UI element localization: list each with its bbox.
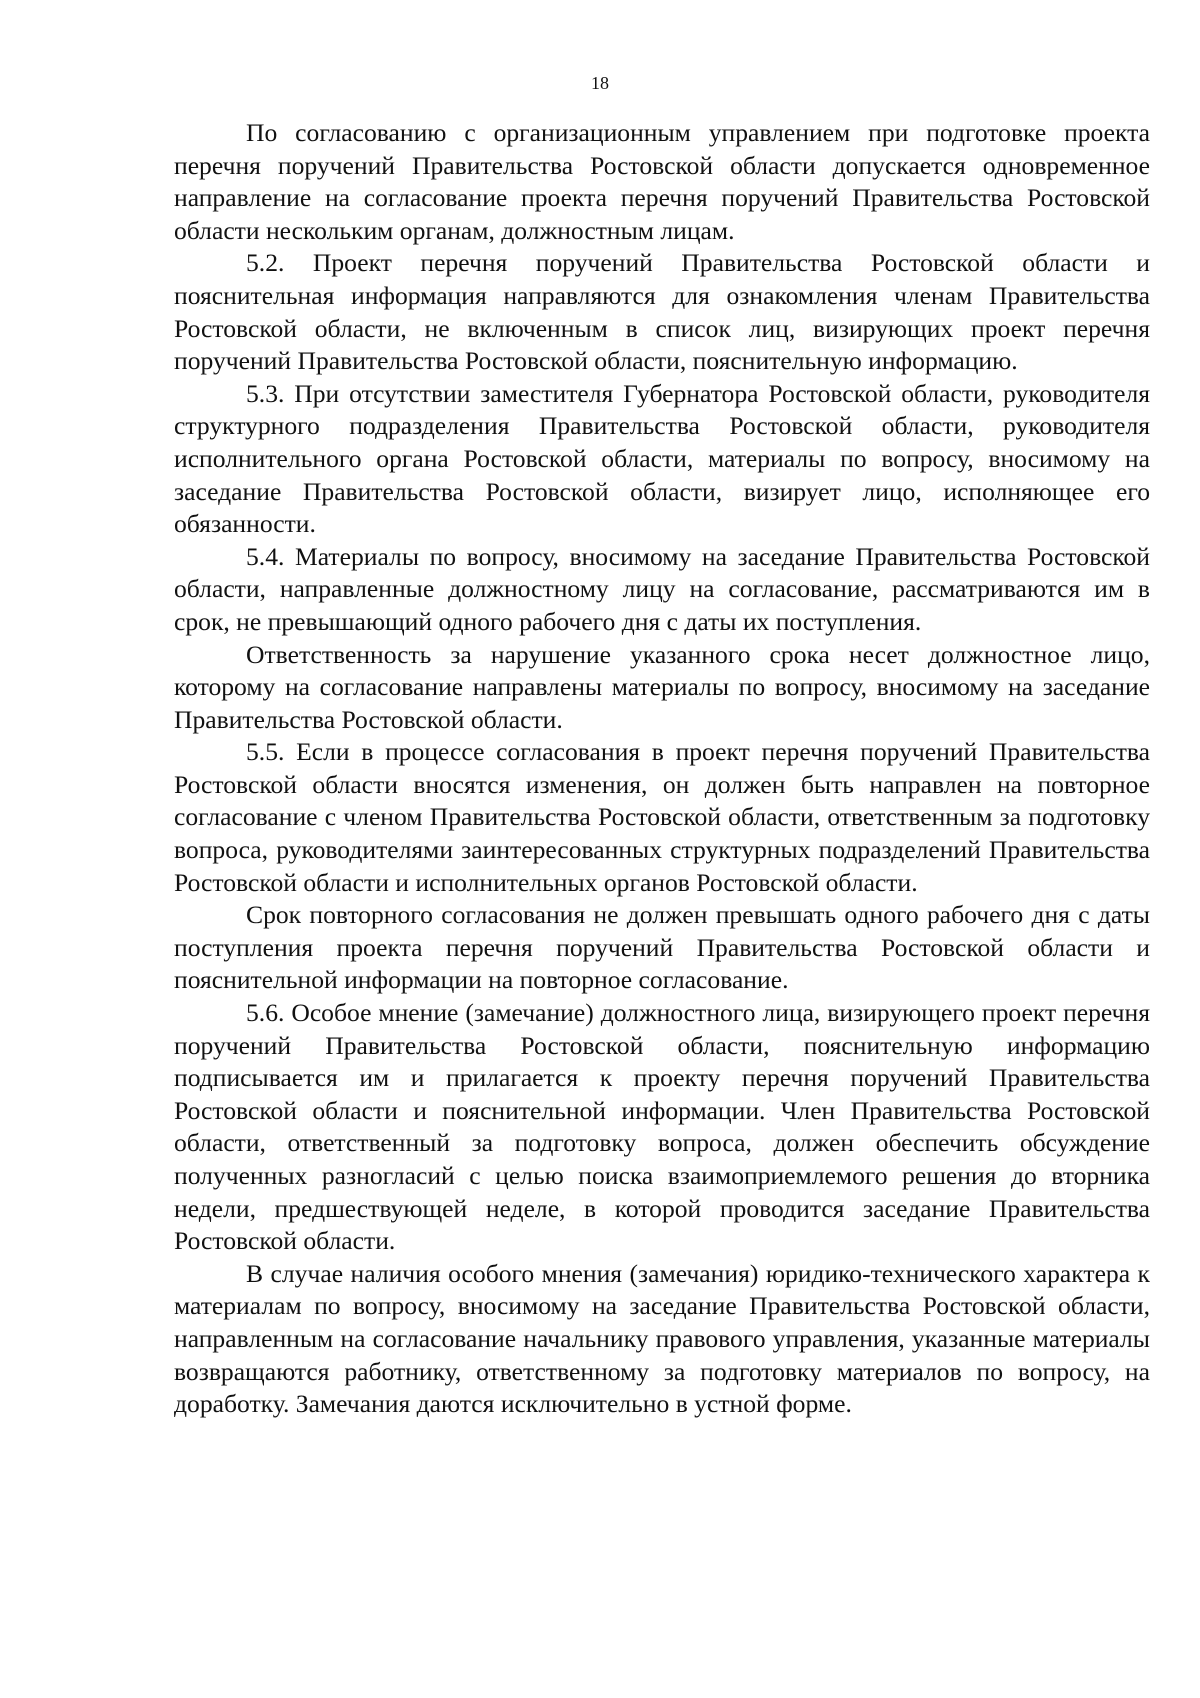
paragraph-5-3: 5.3. При отсутствии заместителя Губернатора Ростовской области, руководителя структурного подразделения Правительства Ростовской области, руководителя исполнительного органа Ростовской области, материалы по вопросу, вносимому на заседание Правительства Ростовской области, визирует лицо, исполняющее его обязанности. (174, 378, 1150, 539)
page-number: 18 (591, 73, 609, 93)
paragraph-5-4: 5.4. Материалы по вопросу, вносимому на заседание Правительства Ростовской области, направленные должностному лицу на согласование, рассматриваются им в срок, не превышающий одного рабочего дня с даты их поступления. (174, 541, 1150, 636)
paragraph-5-5: 5.5. Если в процессе согласования в проект перечня поручений Правительства Ростовской области вносятся изменения, он должен быть направлен на повторное согласование с членом Правительства Ростовской области, ответственным за подготовку вопроса, руководителями заинтересованных структурных подразделений Правительства Ростовской области и исполнительных органов Ростовской области. (174, 737, 1150, 897)
paragraph-5-2: 5.2. Проект перечня поручений Правительства Ростовской области и пояснительная информация направляются для ознакомления членам Правительства Ростовской области, не включенным в список лиц, визирующих проект перечня поручений Правительства Ростовской области, пояснительную информацию. (174, 248, 1150, 376)
document-body (174, 117, 1150, 1421)
paragraph-intro-approval: По согласованию с организационным управлением при подготовке проекта перечня поручений Правительства Ростовской области допускается одновременное направление на согласование проекта перечня поручений Правительства Ростовской области нескольким органам, должностным лицам. (174, 118, 1150, 245)
paragraph-legal-remarks: В случае наличия особого мнения (замечания) юридико-технического характера к материалам по вопросу, вносимому на заседание Правительства Ростовской области, направленным на согласование начальнику правового управления, указанные материалы возвращаются работнику, ответственному за подготовку материалов по вопросу, на доработку. Замечания даются исключительно в устной форме. (174, 1258, 1150, 1419)
paragraph-5-6: 5.6. Особое мнение (замечание) должностного лица, визирующего проект перечня поручений Правительства Ростовской области, пояснительную информацию подписывается им и прилагается к проекту перечня поручений Правительства Ростовской области и пояснительной информации. Член Правительства Ростовской области, ответственный за подготовку вопроса, должен обеспечить обсуждение полученных разногласий с целью поиска взаимоприемлемого решения до вторника недели, предшествующей неделе, в которой проводится заседание Правительства Ростовской области. (174, 998, 1150, 1256)
paragraph-reapproval-term: Срок повторного согласования не должен превышать одного рабочего дня с даты поступления проекта перечня поручений Правительства Ростовской области и пояснительной информации на повторное согласование. (174, 900, 1150, 995)
paragraph-responsibility: Ответственность за нарушение указанного срока несет должностное лицо, которому на согласование направлены материалы по вопросу, вносимому на заседание Правительства Ростовской области. (174, 639, 1150, 734)
